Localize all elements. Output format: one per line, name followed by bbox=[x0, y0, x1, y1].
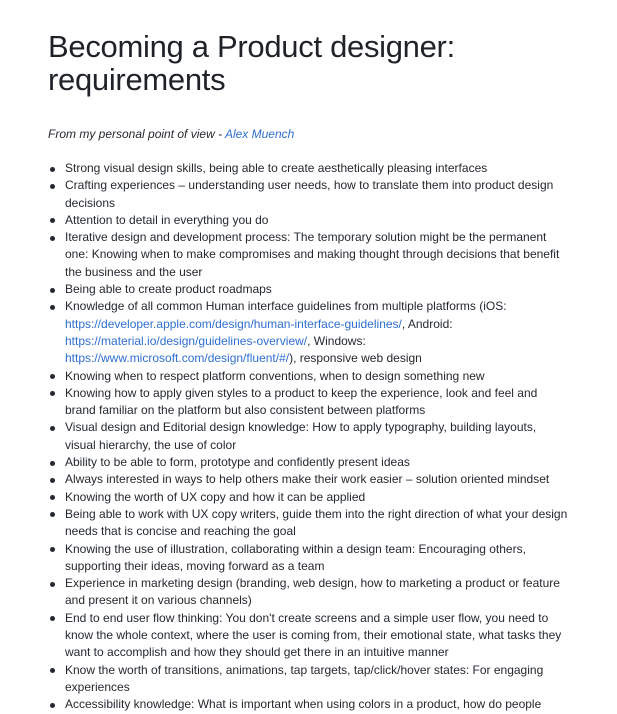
list-item-text: , Windows: bbox=[307, 333, 366, 348]
bullet-icon bbox=[50, 236, 55, 241]
page-title: Becoming a Product designer: requirements bbox=[48, 29, 455, 97]
subtitle bbox=[48, 126, 568, 142]
bullet-icon bbox=[50, 547, 55, 552]
bullet-icon bbox=[50, 218, 55, 223]
bullet-icon bbox=[50, 582, 55, 587]
requirements-list bbox=[48, 160, 568, 714]
bullet-icon bbox=[50, 305, 55, 310]
bullet-icon bbox=[50, 461, 55, 466]
document-page bbox=[48, 30, 568, 714]
guideline-link[interactable]: https://www.microsoft.com/design/fluent/#/ bbox=[65, 351, 290, 366]
list-item-text: Iterative design and development process: The temporary solution might be the permanent one: Knowing when to make compromises and making thought through decisions that benefit the business and the user bbox=[65, 230, 560, 279]
list-item-text: Knowing the use of illustration, collaborating within a design team: Encouraging others, supporting their ideas, moving forward as a team bbox=[65, 541, 526, 573]
list-item-text: Knowing when to respect platform conventions, when to design something new bbox=[65, 368, 485, 383]
list-item bbox=[48, 662, 568, 697]
list-item-text: Knowing how to apply given styles to a product to keep the experience, look and feel and brand familiar on the platform but also consistent between platforms bbox=[65, 385, 538, 418]
list-item-text: Experience in marketing design (branding, web design, how to marketing a product or feature and present it on various channels) bbox=[65, 576, 560, 608]
author-link[interactable]: Alex Muench bbox=[224, 127, 295, 141]
list-item-text: Being able to create product roadmaps bbox=[65, 282, 272, 297]
list-item bbox=[48, 298, 568, 367]
list-item bbox=[48, 506, 568, 541]
list-item-text: Knowing the worth of UX copy and how it can be applied bbox=[65, 489, 366, 504]
guideline-link[interactable]: https://material.io/design/guidelines-overview/ bbox=[65, 333, 308, 348]
list-item-text: , Android: bbox=[401, 316, 453, 331]
bullet-icon bbox=[50, 512, 55, 517]
list-item-text: Knowledge of all common Human interface guidelines from multiple platforms (iOS: bbox=[65, 299, 507, 314]
list-item bbox=[48, 212, 568, 229]
list-item-text: Always interested in ways to help others make their work easier – solution oriented mindset bbox=[65, 472, 550, 487]
list-item bbox=[48, 419, 568, 454]
list-item-text: End to end user flow thinking: You don't create screens and a simple user flow, you need to know the whole context, where the user is coming from, their emotional state, what tasks they want to accomplish and how they should get there in an intuitive manner bbox=[65, 610, 562, 660]
list-item bbox=[48, 575, 568, 610]
bullet-icon bbox=[50, 391, 55, 396]
bullet-icon bbox=[50, 288, 55, 293]
list-item-text: ), responsive web design bbox=[289, 351, 422, 366]
list-item-text: Crafting experiences – understanding user needs, how to translate them into product design decisions bbox=[65, 178, 554, 210]
bullet-icon bbox=[50, 167, 55, 172]
list-item-text: Strong visual design skills, being able to create aesthetically pleasing interfaces bbox=[65, 161, 488, 175]
list-item bbox=[48, 489, 568, 506]
list-item bbox=[48, 368, 568, 385]
list-item-text: Visual design and Editorial design knowledge: How to apply typography, building layouts, visual hierarchy, the use of color bbox=[65, 420, 537, 452]
bullet-icon bbox=[50, 426, 55, 431]
subtitle-prefix: From my personal point of view - bbox=[48, 127, 225, 141]
bullet-icon bbox=[50, 184, 55, 189]
bullet-icon bbox=[50, 616, 55, 621]
list-item-text: Attention to detail in everything you do bbox=[65, 212, 269, 227]
list-item-text: Know the worth of transitions, animations, tap targets, tap/click/hover states: For engaging experiences bbox=[65, 662, 544, 694]
list-item-text: Being able to work with UX copy writers, guide them into the right direction of what your design needs that is concise and reaching the goal bbox=[65, 506, 568, 539]
list-item bbox=[48, 454, 568, 471]
list-item bbox=[48, 229, 568, 281]
list-item bbox=[48, 385, 568, 420]
guideline-link[interactable]: https://developer.apple.com/design/human-interface-guidelines/ bbox=[65, 316, 402, 331]
list-item bbox=[48, 281, 568, 298]
list-item bbox=[48, 177, 568, 212]
bullet-icon bbox=[50, 668, 55, 673]
list-item bbox=[48, 471, 568, 488]
bullet-icon bbox=[50, 478, 55, 483]
list-item bbox=[48, 696, 568, 713]
list-item bbox=[48, 160, 568, 177]
bullet-icon bbox=[50, 374, 55, 379]
bullet-icon bbox=[50, 495, 55, 500]
list-item bbox=[48, 610, 568, 662]
list-item-text: Ability to be able to form, prototype and confidently present ideas bbox=[65, 455, 410, 470]
list-item bbox=[48, 541, 568, 576]
list-item-text: Accessibility knowledge: What is important when using colors in a product, how do people bbox=[65, 697, 542, 712]
bullet-icon bbox=[50, 703, 55, 708]
